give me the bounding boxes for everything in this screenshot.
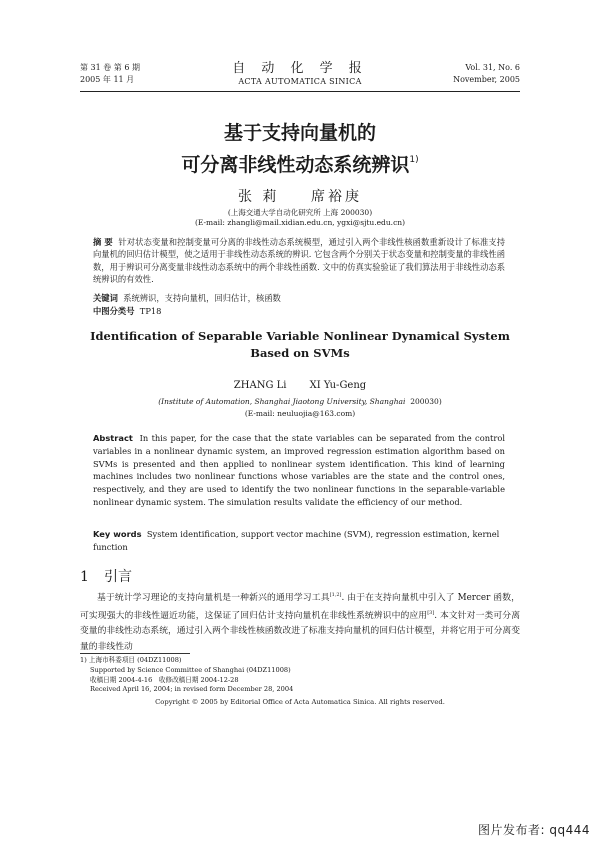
author-cn-1: 张 莉 [238,189,280,205]
author-cn-2: 席裕庚 [310,189,362,205]
title-en-line1: Identification of Separable Variable Nonlinear Dynamical System [90,329,510,343]
title-en-line2: Based on SVMs [250,346,350,360]
classification-code: TP18 [139,306,162,316]
title-en [80,328,520,362]
abstract-en-label: Abstract [93,433,133,443]
affiliation-cn-org: (上海交通大学自动化研究所 上海 200030) [227,208,373,217]
authors-en [80,380,520,391]
footnote-rule [80,653,190,654]
header-right [453,62,520,86]
keywords-cn-text: 系统辨识，支持向量机，回归估计，核函数 [123,293,281,303]
classification-cn [93,305,505,318]
authors-cn [80,186,520,206]
title-cn-line1: 基于支持向量机的 [223,122,376,144]
body-text-3: . 本文针对一类可分离变量的非线性动态系统，通过引入两个非线性核函数改进了标准支持向量机的回归估计模型，并将它用于可分离变量的非线性动 [80,611,520,652]
volume-cn: 第 31 卷 第 6 期 [80,63,140,72]
body-text-1: 基于统计学习理论的支持向量机是一种新兴的通用学习工具 [97,593,330,603]
keywords-en-text: System identification, support vector machine (SVM), regression estimation, kernel function [93,529,500,552]
journal-name-cn: 自 动 化 学 报 [232,61,368,76]
body-paragraph [80,588,520,655]
keywords-cn-label: 关键词 [93,293,118,303]
affiliation-en-org: (Institute of Automation, Shanghai Jiaotong University, Shanghai [158,397,406,406]
abstract-cn-text: 针对状态变量和控制变量可分离的非线性动态系统模型，通过引入两个非线性核函数重新设计了标准支持向量机的回归估计模型，使之适用于非线性动态系统的辨识. 它包含两个分别关于状态变量和控制变量的非线性函数，用于辨识可分离变量非线性动态系统中的两个非线性函数. 文中的仿真实验验证了我们算法用于非线性动态系统辨识的有效性. [93,237,505,285]
footnote-2: Supported by Science Committee of Shanghai (04DZ11008) [90,665,291,674]
affiliation-en-line [80,396,520,408]
affiliation-en [80,396,520,420]
affiliation-en-email: (E-mail: neuluojia@163.com) [244,409,356,418]
footnote-3: 收稿日期 2004-4-16 收修改稿日期 2004-12-28 [90,675,239,684]
keywords-en-label: Key words [93,529,142,539]
footnote-1: 1) 上海市科委项目 (04DZ11008) [80,656,182,664]
author-en-2: XI Yu-Geng [309,380,367,391]
volume-en: Vol. 31, No. 6 [465,63,520,72]
journal-header [80,62,520,90]
title-cn [80,120,520,179]
section-title: 引言 [104,569,132,585]
journal-name-en: ACTA AUTOMATICA SINICA [238,77,362,86]
abstract-cn-label: 摘 要 [93,237,113,247]
title-cn-line2 [80,147,520,179]
title-footnote-mark: 1) [409,155,419,165]
abstract-en [93,432,505,509]
date-en: November, 2005 [453,75,520,84]
classification-label: 中图分类号 [93,306,135,316]
citation-1: [1,2] [329,592,342,598]
publisher-watermark: 图片发布者: qq444 [478,823,590,837]
footnotes [80,656,520,695]
section-heading [80,566,132,586]
keywords-cn-block [93,292,505,318]
date-cn: 2005 年 11 月 [80,75,135,84]
affiliation-cn-email: (E-mail: zhangli@mail.xidian.edu.cn, ygxi@sjtu.edu.cn) [194,218,406,227]
keywords-cn [93,292,505,305]
abstract-en-text: In this paper, for the case that the state variables can be separated from the control variables in a nonlinear dynamic system, an improved regression estimation algorithm based on SVMs is presented and then applied to nonlinear system identification. This kind of learning machines includes two nonlinear functions whose variables are the state and the control ones, respectively, and they are used to identify the two nonlinear functions in the separable-variable nonlinear dynamic system. The simulation results validate the efficiency of our method. [93,433,505,507]
header-rule [80,91,520,92]
body-text-2: . 由于在支持向量机中引入了 Mercer 函数，可实现强大的非线性逼近功能，这保证了回归估计支持向量机在非线性系统辨识中的应用 [80,593,520,622]
keywords-en [93,528,505,553]
footnote-4: Received April 16, 2004; in revised form December 28, 2004 [90,685,294,694]
abstract-cn [93,236,505,286]
affiliation-en-zip: 200030) [410,397,442,406]
affiliation-cn [80,208,520,228]
author-en-1: ZHANG Li [233,380,287,391]
section-number: 1 [80,569,89,585]
title-cn-line2-text: 可分离非线性动态系统辨识 [181,154,410,176]
copyright: Copyright © 2005 by Editorial Office of Acta Automatica Sinica. All rights reserved. [155,698,445,706]
citation-2: [3] [427,610,435,617]
